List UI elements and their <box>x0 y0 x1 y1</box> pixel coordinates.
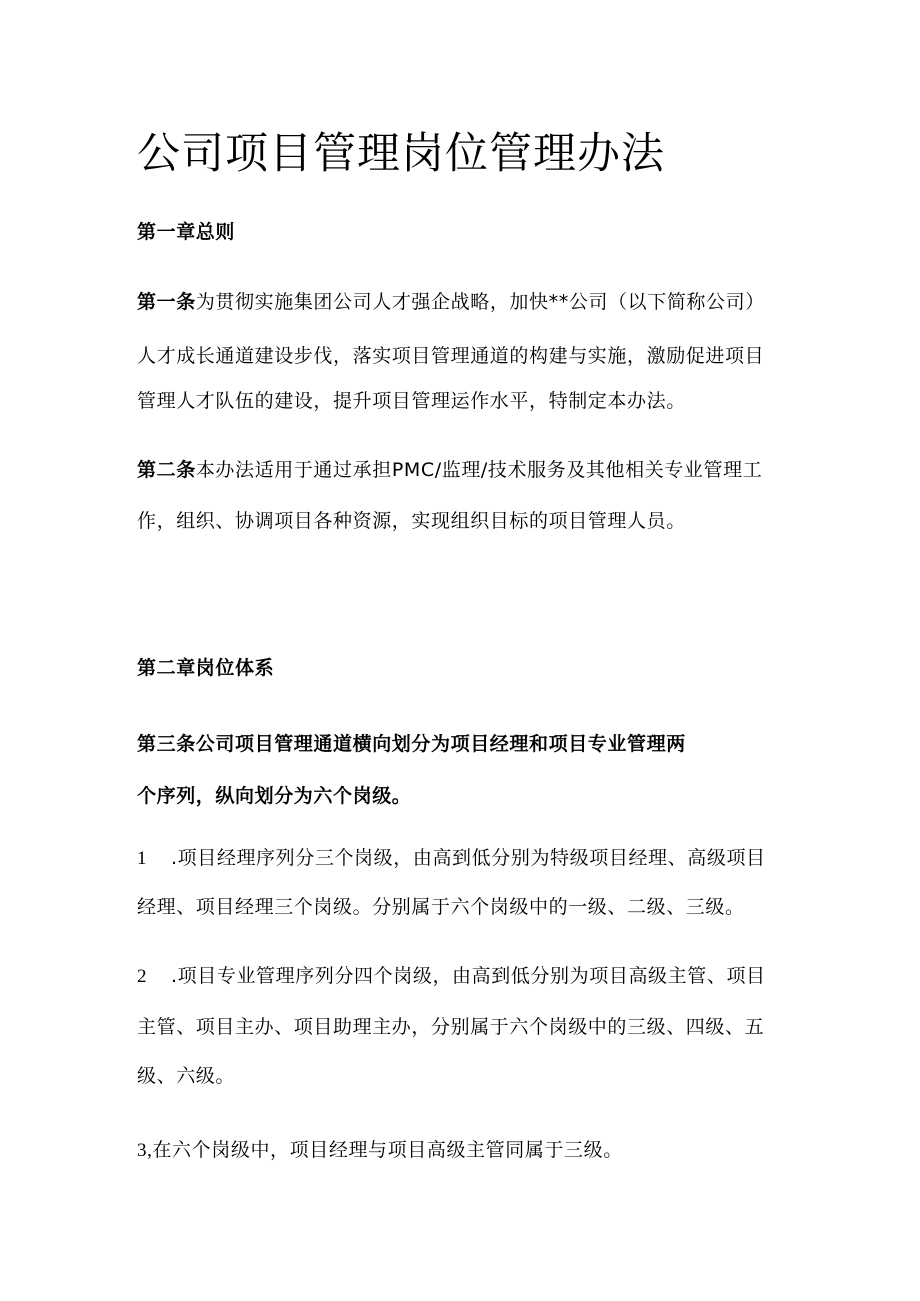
chapter-1-heading: 第一章总则 <box>137 221 236 243</box>
article-1-text: 为贯彻实施集团公司人才强企战略，加快**公司（以下简称公司） <box>195 291 765 313</box>
chapter-2-heading: 第二章岗位体系 <box>137 657 275 679</box>
item-3-line-1 <box>137 1138 623 1163</box>
item-1-line-2: 经理、项目经理三个岗级。分别属于六个岗级中的一级、二级、三级。 <box>137 896 745 918</box>
item-2-line-2: 主管、项目主办、项目助理主办，分别属于六个岗级中的三级、四级、五 <box>137 1016 765 1038</box>
item-2-line-3: 级、六级。 <box>137 1065 236 1087</box>
item-2-line-1 <box>137 964 766 989</box>
item-1-number: 1 <box>137 848 148 869</box>
article-1-line-3: 管理人才队伍的建设，提升项目管理运作水平，特制定本办法。 <box>137 390 686 412</box>
article-3-line-2: 个序列，纵向划分为六个岗级。 <box>137 785 412 807</box>
item-2-text: 项目专业管理序列分四个岗级，由高到低分别为项目高级主管、项目 <box>177 965 766 987</box>
item-3-text: 在六个岗级中，项目经理与项目高级主管同属于三级。 <box>152 1139 623 1161</box>
article-2-text: 本办法适用于通过承担PMC/监理/技术服务及其他相关专业管理工 <box>195 459 763 481</box>
item-2-number: 2 <box>137 966 148 987</box>
item-2-separator: . <box>171 965 178 987</box>
item-1-text: 项目经理序列分三个岗级，由高到低分别为特级项目经理、高级项目 <box>177 847 766 869</box>
article-1-line-2: 人才成长通道建设步伐，落实项目管理通道的构建与实施，激励促进项目 <box>137 345 765 367</box>
article-2-line-1 <box>137 458 762 482</box>
document-title: 公司项目管理岗位管理办法 <box>137 129 665 179</box>
article-1-line-1 <box>137 290 765 314</box>
item-1-line-1 <box>137 846 766 871</box>
article-2-line-2: 作，组织、协调项目各种资源，实现组织目标的项目管理人员。 <box>137 510 686 532</box>
item-1-separator: . <box>171 847 178 869</box>
article-1-label: 第一条 <box>137 291 196 313</box>
article-3-line-1: 第三条公司项目管理通道横向划分为项目经理和项目专业管理两 <box>137 733 686 755</box>
article-2-label: 第二条 <box>137 459 196 481</box>
item-3-number: 3, <box>137 1140 153 1161</box>
